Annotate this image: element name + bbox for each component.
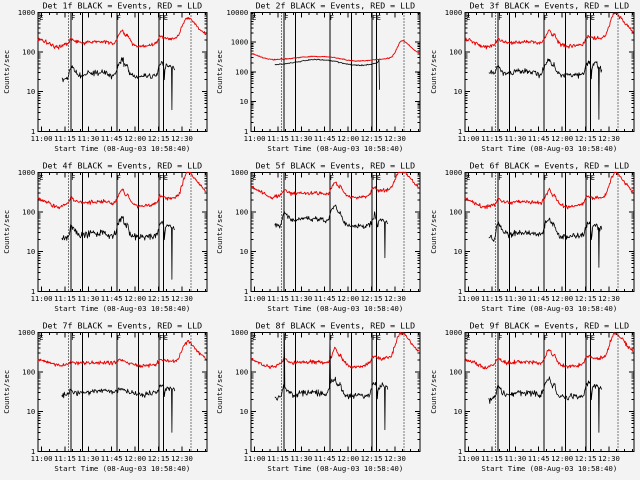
event-letter-F: F bbox=[372, 14, 377, 23]
axis-ticks bbox=[251, 332, 420, 451]
plot-det-8f bbox=[213, 320, 426, 480]
x-axis-label: Start Time (08-Aug-03 10:58:40) bbox=[54, 303, 191, 313]
y-tick-label: 100 bbox=[235, 207, 249, 217]
series-lld-det-2f bbox=[251, 41, 419, 62]
series-events-det-7f bbox=[62, 385, 175, 433]
x-tick-label: 12:00 bbox=[337, 293, 360, 303]
x-tick-label: 11:00 bbox=[457, 453, 480, 463]
series-lld-det-4f bbox=[38, 172, 206, 208]
panel-title: Det 8f BLACK = Events, RED = LLD bbox=[255, 320, 416, 331]
series-events-det-5f bbox=[275, 205, 388, 258]
event-letter-E: E bbox=[163, 14, 168, 23]
panel-det-1f bbox=[0, 0, 213, 160]
x-tick-label: 11:30 bbox=[77, 453, 100, 463]
y-tick-label: 10 bbox=[453, 87, 462, 97]
y-tick-label: 100 bbox=[22, 47, 36, 57]
x-axis-label: Start Time (08-Aug-03 10:58:40) bbox=[54, 143, 191, 153]
y-tick-label: 1000 bbox=[444, 327, 462, 337]
y-tick-label: 1000 bbox=[231, 167, 249, 177]
y-axis-label: Counts/sec bbox=[215, 49, 225, 94]
x-tick-label: 11:30 bbox=[504, 453, 526, 463]
y-tick-label: 1000 bbox=[231, 37, 249, 47]
event-letter-F: F bbox=[497, 334, 502, 343]
event-letter-F: F bbox=[284, 14, 289, 23]
axis-frame bbox=[38, 332, 207, 451]
event-letter-E: E bbox=[252, 174, 257, 183]
event-letter-E: E bbox=[377, 174, 382, 183]
x-axis-label: Start Time (08-Aug-03 10:58:40) bbox=[267, 143, 404, 153]
x-tick-label: 12:15 bbox=[147, 453, 170, 463]
x-tick-label: 11:15 bbox=[53, 453, 76, 463]
y-axis-label: Counts/sec bbox=[1, 49, 11, 94]
axis-ticks bbox=[251, 172, 420, 291]
y-tick-label: 1 bbox=[30, 286, 36, 296]
axis-frame bbox=[251, 12, 420, 131]
x-axis-label: Start Time (08-Aug-03 10:58:40) bbox=[267, 303, 404, 313]
x-tick-label: 12:15 bbox=[574, 293, 597, 303]
x-tick-label: 12:15 bbox=[360, 133, 383, 143]
x-tick-label: 11:45 bbox=[100, 133, 123, 143]
x-tick-label: 12:30 bbox=[597, 453, 620, 463]
series-events-det-3f bbox=[488, 59, 601, 119]
event-letter-E: E bbox=[465, 334, 470, 343]
x-tick-label: 11:30 bbox=[290, 133, 313, 143]
panel-title: Det 7f BLACK = Events, RED = LLD bbox=[42, 320, 203, 331]
y-tick-label: 100 bbox=[448, 47, 462, 57]
y-tick-label: 10 bbox=[26, 87, 36, 97]
x-tick-label: 12:00 bbox=[337, 133, 360, 143]
panel-title: Det 2f BLACK = Events, RED = LLD bbox=[255, 0, 416, 11]
event-letter-F: F bbox=[585, 174, 590, 183]
plot-det-1f bbox=[0, 0, 213, 160]
x-tick-label: 11:00 bbox=[30, 293, 53, 303]
plot-det-2f bbox=[213, 0, 426, 160]
event-letter-E: E bbox=[39, 14, 44, 23]
x-tick-label: 12:15 bbox=[360, 293, 383, 303]
event-letter-E: E bbox=[465, 14, 470, 23]
x-axis-label: Start Time (08-Aug-03 10:58:40) bbox=[267, 463, 404, 473]
x-tick-label: 12:00 bbox=[124, 453, 147, 463]
event-letter-E: E bbox=[590, 334, 595, 343]
x-tick-label: 12:00 bbox=[550, 133, 573, 143]
x-tick-label: 12:30 bbox=[384, 133, 407, 143]
plot-det-7f bbox=[0, 320, 213, 480]
panel-det-7f bbox=[0, 320, 213, 480]
x-tick-label: 11:00 bbox=[457, 293, 480, 303]
y-axis-label: Counts/sec bbox=[428, 369, 438, 414]
y-tick-label: 100 bbox=[448, 367, 462, 377]
y-tick-label: 1000 bbox=[231, 327, 249, 337]
event-letter-E: E bbox=[465, 174, 470, 183]
x-tick-label: 11:00 bbox=[243, 453, 266, 463]
event-letter-E: E bbox=[163, 334, 168, 343]
x-tick-label: 11:00 bbox=[243, 293, 266, 303]
event-letter-E: E bbox=[39, 334, 44, 343]
y-axis-label: Counts/sec bbox=[428, 49, 438, 94]
event-letter-F: F bbox=[372, 334, 377, 343]
event-letter-F: F bbox=[116, 334, 121, 343]
x-tick-label: 11:45 bbox=[100, 293, 123, 303]
axis-ticks bbox=[38, 332, 207, 451]
x-tick-label: 11:45 bbox=[314, 133, 337, 143]
event-letter-F: F bbox=[330, 14, 335, 23]
series-events-det-8f bbox=[275, 333, 388, 429]
x-tick-label: 11:15 bbox=[480, 133, 503, 143]
series-lld-det-5f bbox=[251, 172, 419, 199]
x-tick-label: 11:15 bbox=[267, 293, 290, 303]
y-tick-label: 10 bbox=[26, 407, 36, 417]
y-tick-label: 1000 bbox=[17, 7, 36, 17]
x-tick-label: 11:00 bbox=[243, 133, 266, 143]
x-tick-label: 11:30 bbox=[77, 133, 100, 143]
series-events-det-4f bbox=[62, 216, 175, 279]
y-tick-label: 10 bbox=[26, 247, 36, 257]
event-letter-F: F bbox=[71, 334, 76, 343]
x-tick-label: 11:15 bbox=[53, 133, 76, 143]
event-letter-E: E bbox=[39, 174, 44, 183]
y-tick-label: 1 bbox=[244, 286, 249, 296]
event-letter-F: F bbox=[284, 334, 289, 343]
x-tick-label: 11:00 bbox=[30, 453, 53, 463]
y-tick-label: 10 bbox=[239, 97, 249, 107]
series-lld-det-9f bbox=[464, 333, 632, 369]
x-tick-label: 12:30 bbox=[384, 293, 407, 303]
event-letter-F: F bbox=[497, 14, 502, 23]
y-tick-label: 1 bbox=[457, 126, 462, 136]
series-lld-det-3f bbox=[464, 13, 632, 49]
x-tick-label: 11:45 bbox=[527, 133, 550, 143]
axis-frame bbox=[464, 172, 633, 291]
x-tick-label: 12:15 bbox=[147, 293, 170, 303]
y-axis-label: Counts/sec bbox=[215, 369, 225, 414]
event-letter-F: F bbox=[71, 174, 76, 183]
panel-det-3f bbox=[427, 0, 640, 160]
y-tick-label: 1 bbox=[457, 446, 462, 456]
y-tick-label: 1 bbox=[244, 446, 249, 456]
series-events-det-1f bbox=[62, 58, 175, 110]
y-tick-label: 1000 bbox=[17, 327, 36, 337]
event-letter-E: E bbox=[377, 14, 382, 23]
event-letter-E: E bbox=[377, 334, 382, 343]
y-tick-label: 10 bbox=[239, 247, 249, 257]
x-tick-label: 11:45 bbox=[314, 293, 337, 303]
event-letter-F: F bbox=[116, 174, 121, 183]
panel-title: Det 6f BLACK = Events, RED = LLD bbox=[469, 160, 629, 171]
event-letter-F: F bbox=[116, 14, 121, 23]
y-tick-label: 10 bbox=[239, 407, 249, 417]
series-lld-det-6f bbox=[464, 172, 632, 209]
x-axis-label: Start Time (08-Aug-03 10:58:40) bbox=[481, 143, 617, 153]
x-tick-label: 12:15 bbox=[147, 133, 170, 143]
y-tick-label: 1000 bbox=[444, 167, 462, 177]
event-letter-F: F bbox=[330, 174, 335, 183]
x-tick-label: 11:00 bbox=[457, 133, 480, 143]
x-axis-label: Start Time (08-Aug-03 10:58:40) bbox=[54, 463, 191, 473]
x-tick-label: 11:30 bbox=[77, 293, 100, 303]
y-tick-label: 1 bbox=[30, 126, 36, 136]
y-tick-label: 1000 bbox=[17, 167, 36, 177]
event-letter-E: E bbox=[590, 174, 595, 183]
event-letter-F: F bbox=[585, 334, 590, 343]
series-events-det-9f bbox=[488, 377, 601, 433]
y-tick-label: 100 bbox=[22, 367, 36, 377]
series-lld-det-8f bbox=[251, 332, 419, 368]
x-tick-label: 11:45 bbox=[527, 453, 550, 463]
y-tick-label: 100 bbox=[22, 207, 36, 217]
series-events-det-6f bbox=[488, 218, 601, 267]
event-letter-F: F bbox=[543, 14, 548, 23]
y-axis-label: Counts/sec bbox=[1, 209, 11, 254]
plot-det-6f bbox=[427, 160, 640, 320]
event-letter-F: F bbox=[71, 14, 76, 23]
panel-title: Det 4f BLACK = Events, RED = LLD bbox=[42, 160, 203, 171]
x-tick-label: 11:45 bbox=[100, 453, 123, 463]
x-tick-label: 12:15 bbox=[574, 453, 597, 463]
x-tick-label: 11:30 bbox=[504, 133, 526, 143]
x-tick-label: 12:15 bbox=[360, 453, 383, 463]
event-letter-F: F bbox=[159, 174, 164, 183]
x-tick-label: 12:00 bbox=[550, 453, 573, 463]
x-axis-label: Start Time (08-Aug-03 10:58:40) bbox=[481, 303, 617, 313]
axis-frame bbox=[251, 332, 420, 451]
panel-det-6f bbox=[427, 160, 640, 320]
plot-det-9f bbox=[427, 320, 640, 480]
y-tick-label: 100 bbox=[235, 367, 249, 377]
x-tick-label: 12:30 bbox=[597, 293, 620, 303]
x-tick-label: 11:15 bbox=[480, 293, 503, 303]
x-tick-label: 11:15 bbox=[267, 453, 290, 463]
x-tick-label: 11:15 bbox=[53, 293, 76, 303]
axis-frame bbox=[251, 172, 420, 291]
panel-det-2f bbox=[213, 0, 426, 160]
event-letter-F: F bbox=[372, 174, 377, 183]
y-tick-label: 100 bbox=[235, 67, 249, 77]
plot-det-3f bbox=[427, 0, 640, 160]
x-tick-label: 11:00 bbox=[30, 133, 53, 143]
event-letter-F: F bbox=[284, 174, 289, 183]
series-lld-det-1f bbox=[38, 18, 206, 50]
x-tick-label: 12:00 bbox=[337, 453, 360, 463]
event-letter-E: E bbox=[252, 334, 257, 343]
plot-det-5f bbox=[213, 160, 426, 320]
x-tick-label: 12:00 bbox=[124, 133, 147, 143]
series-events-det-2f bbox=[275, 59, 380, 90]
event-letter-E: E bbox=[590, 14, 595, 23]
event-letter-E: E bbox=[252, 14, 257, 23]
y-axis-label: Counts/sec bbox=[1, 369, 11, 414]
x-axis-label: Start Time (08-Aug-03 10:58:40) bbox=[481, 463, 617, 473]
y-axis-label: Counts/sec bbox=[215, 209, 225, 254]
y-tick-label: 10 bbox=[453, 247, 462, 257]
x-tick-label: 11:45 bbox=[314, 453, 337, 463]
event-letter-F: F bbox=[497, 174, 502, 183]
event-letter-F: F bbox=[543, 174, 548, 183]
x-tick-label: 11:15 bbox=[480, 453, 503, 463]
y-tick-label: 1000 bbox=[444, 7, 462, 17]
y-tick-label: 1 bbox=[30, 446, 36, 456]
x-tick-label: 12:30 bbox=[170, 453, 193, 463]
x-tick-label: 12:30 bbox=[170, 133, 193, 143]
y-tick-label: 1 bbox=[244, 126, 249, 136]
event-letter-F: F bbox=[159, 14, 164, 23]
x-tick-label: 11:30 bbox=[290, 293, 313, 303]
panel-det-8f bbox=[213, 320, 426, 480]
x-tick-label: 12:30 bbox=[597, 133, 620, 143]
axis-ticks bbox=[251, 12, 420, 131]
axis-ticks bbox=[464, 172, 633, 291]
y-tick-label: 10 bbox=[453, 407, 462, 417]
panel-title: Det 3f BLACK = Events, RED = LLD bbox=[469, 0, 629, 11]
x-tick-label: 11:45 bbox=[527, 293, 550, 303]
x-tick-label: 12:30 bbox=[384, 453, 407, 463]
y-tick-label: 100 bbox=[448, 207, 462, 217]
panel-det-9f bbox=[427, 320, 640, 480]
y-axis-label: Counts/sec bbox=[428, 209, 438, 254]
event-letter-F: F bbox=[585, 14, 590, 23]
x-tick-label: 12:00 bbox=[124, 293, 147, 303]
x-tick-label: 11:30 bbox=[290, 453, 313, 463]
x-tick-label: 12:00 bbox=[550, 293, 573, 303]
panel-title: Det 9f BLACK = Events, RED = LLD bbox=[469, 320, 629, 331]
x-tick-label: 12:30 bbox=[170, 293, 193, 303]
panel-title: Det 1f BLACK = Events, RED = LLD bbox=[42, 0, 203, 11]
series-lld-det-7f bbox=[38, 340, 206, 367]
event-letter-F: F bbox=[330, 334, 335, 343]
x-tick-label: 12:15 bbox=[574, 133, 597, 143]
x-tick-label: 11:15 bbox=[267, 133, 290, 143]
event-letter-E: E bbox=[163, 174, 168, 183]
panel-det-4f bbox=[0, 160, 213, 320]
event-letter-F: F bbox=[159, 334, 164, 343]
y-tick-label: 1 bbox=[457, 286, 462, 296]
y-tick-label: 10000 bbox=[226, 7, 249, 17]
panel-det-5f bbox=[213, 160, 426, 320]
event-letter-F: F bbox=[543, 334, 548, 343]
panel-title: Det 5f BLACK = Events, RED = LLD bbox=[255, 160, 416, 171]
x-tick-label: 11:30 bbox=[504, 293, 526, 303]
plot-det-4f bbox=[0, 160, 213, 320]
